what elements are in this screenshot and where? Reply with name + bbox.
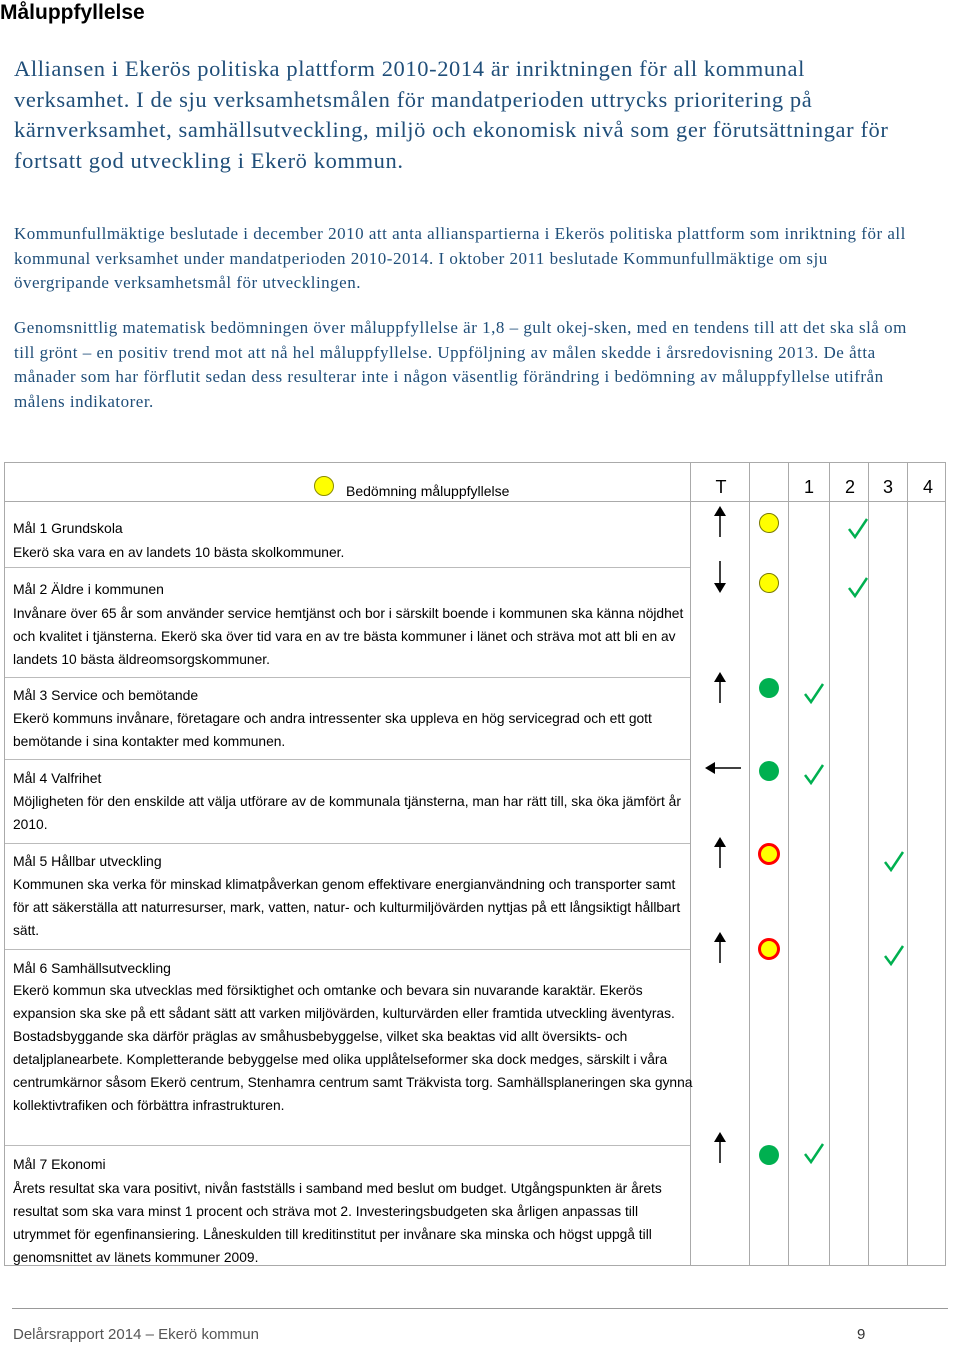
table-column-divider	[690, 463, 691, 1265]
goal-2-description: Invånare över 65 år som använder service hemtjänst och bor i särskilt boende i kommunen ska känna nöjdhet och kvalitet i tjänsterna. Ekerö ska över tid vara en av tre bästa kommuner i länet och sträva mot att bli en av landets 10 bästa äldreomsorgskommuner.	[13, 606, 684, 667]
status-yellow-red-dot-icon	[758, 843, 780, 865]
status-green-dot-icon	[759, 678, 779, 698]
goal-separator	[5, 567, 690, 568]
intro-paragraph: Alliansen i Ekerös politiska plattform 2010-2014 är inriktningen för all kommunal verksamhet. I de sju verksamhetsmålen för mandatperioden uttrycks prioritering på kärnverksamhet, samhällsutveckling, miljö och ekonomisk nivå som ger förutsättningar för fortsatt god utveckling i Ekerö kommun.	[14, 56, 889, 173]
goal-separator	[5, 1145, 690, 1146]
legend-label: Bedömning måluppfyllelse	[346, 483, 510, 499]
trend-up-arrow-icon	[700, 670, 740, 706]
goal-4-title: Mål 4 Valfrihet	[13, 770, 102, 786]
assessment-check-icon	[883, 944, 905, 966]
page-heading: Måluppfyllelse	[0, 1, 145, 24]
goal-3-description: Ekerö kommuns invånare, företagare och andra intressenter ska uppleva en hög servicegrad och ett gott bemötande i sina kontakter med kommunen.	[13, 711, 652, 749]
body-paragraph-1: Kommunfullmäktige beslutade i december 2010 att anta allianspartierna i Ekerös politiska plattform som inriktning för all kommunal verksamhet under mandatperioden 2010-2014. I oktober 2011 beslutade Kommunfullmäktige om sju övergripande verksamhetsmål för utvecklingen.	[14, 224, 906, 292]
page-number: 9	[857, 1326, 866, 1343]
goal-2-title: Mål 2 Äldre i kommunen	[13, 581, 164, 597]
goal-6-title: Mål 6 Samhällsutveckling	[13, 960, 171, 976]
legend-yellow-dot-icon	[314, 476, 334, 496]
table-header-divider	[4, 501, 946, 502]
goal-3-title: Mål 3 Service och bemötande	[13, 687, 199, 703]
column-header-3: 3	[882, 477, 893, 497]
table-column-divider	[749, 463, 750, 1265]
status-green-dot-icon	[759, 761, 779, 781]
assessment-check-icon	[803, 763, 825, 785]
goal-separator	[5, 759, 690, 760]
footer-divider	[12, 1308, 948, 1309]
goal-separator	[5, 843, 690, 844]
assessment-check-icon	[847, 517, 869, 539]
footer-title: Delårsrapport 2014 – Ekerö kommun	[13, 1326, 259, 1343]
status-yellow-red-dot-icon	[758, 938, 780, 960]
trend-down-arrow-icon	[700, 559, 740, 595]
trend-up-arrow-icon	[700, 930, 740, 966]
status-yellow-dot-icon	[759, 573, 779, 593]
goal-separator	[5, 949, 690, 950]
status-green-dot-icon	[759, 1145, 779, 1165]
column-header-2: 2	[844, 477, 855, 497]
goal-7-title: Mål 7 Ekonomi	[13, 1156, 106, 1172]
goal-1-description: Ekerö ska vara en av landets 10 bästa skolkommuner.	[13, 545, 345, 560]
column-header-trend: T	[715, 477, 727, 497]
assessment-check-icon	[803, 682, 825, 704]
assessment-check-icon	[847, 576, 869, 598]
column-header-4: 4	[922, 477, 933, 497]
trend-up-arrow-icon	[700, 504, 740, 540]
goal-1-title: Mål 1 Grundskola	[13, 520, 123, 536]
goal-5-title: Mål 5 Hållbar utveckling	[13, 853, 162, 869]
table-column-divider	[788, 463, 789, 1265]
trend-left-arrow-icon	[703, 750, 743, 786]
goal-6-description: Ekerö kommun ska utvecklas med försiktighet och omtanke och bevara sin nuvarande karaktär. Ekerös expansion ska ske på ett sådant sätt att varken miljövärden, kulturvärden eller framtida utveckling äventyras. Bostadsbyggande ska därför präglas av småhusbebyggelse, vilket ska beaktas vid allt översikts- och detaljplanearbete. Kompletterande bebyggelse med olika upplåtelseformer ska dock medges, särskilt i våra centrumkärnor såsom Ekerö centrum, Stenhamra centrum samt Träkvista torg. Samhällsplaneringen ska gynna kollektivtrafiken och förbättra infrastrukturen.	[13, 983, 693, 1113]
assessment-check-icon	[803, 1142, 825, 1164]
body-paragraph-2: Genomsnittlig matematisk bedömningen över måluppfyllelse är 1,8 – gult okej-sken, med en tendens till att det ska slå om till grönt – en positiv trend mot att nå hel måluppfyllelse. Uppföljning av målen skedde i årsredovisning 2013. De åtta månader som har förflutit sedan dess resulterar inte i någon väsentlig förändring i bedömning av måluppfyllelse utifrån målens indikatorer.	[14, 318, 907, 411]
assessment-check-icon	[883, 850, 905, 872]
trend-up-arrow-icon	[700, 1130, 740, 1166]
status-yellow-dot-icon	[759, 513, 779, 533]
goal-5-description: Kommunen ska verka för minskad klimatpåverkan genom effektivare energianvändning och transporter samt för att säkerställa att naturresurser, mark, vatten, natur- och kulturmiljövärden nyttjas på ett långsiktigt hållbart sätt.	[13, 877, 681, 938]
trend-up-arrow-icon	[700, 835, 740, 871]
table-column-divider	[829, 463, 830, 1265]
column-header-1: 1	[803, 477, 814, 497]
goal-separator	[5, 677, 690, 678]
table-column-divider	[907, 463, 908, 1265]
goal-7-description: Årets resultat ska vara positivt, nivån fastställs i samband med beslut om budget. Utgångspunkten är årets resultat som ska vara minst 1 procent och sträva mot 2. Investeringsbudgeten ska årligen anpassas till utrymmet för egenfinansiering. Låneskulden till kreditinstitut per invånare ska minska och högst uppgå till genomsnittet av länets kommuner 2009.	[13, 1181, 662, 1265]
goal-4-description: Möjligheten för den enskilde att välja utförare av de kommunala tjänsterna, man har rätt till, ska öka jämfört år 2010.	[13, 794, 681, 832]
